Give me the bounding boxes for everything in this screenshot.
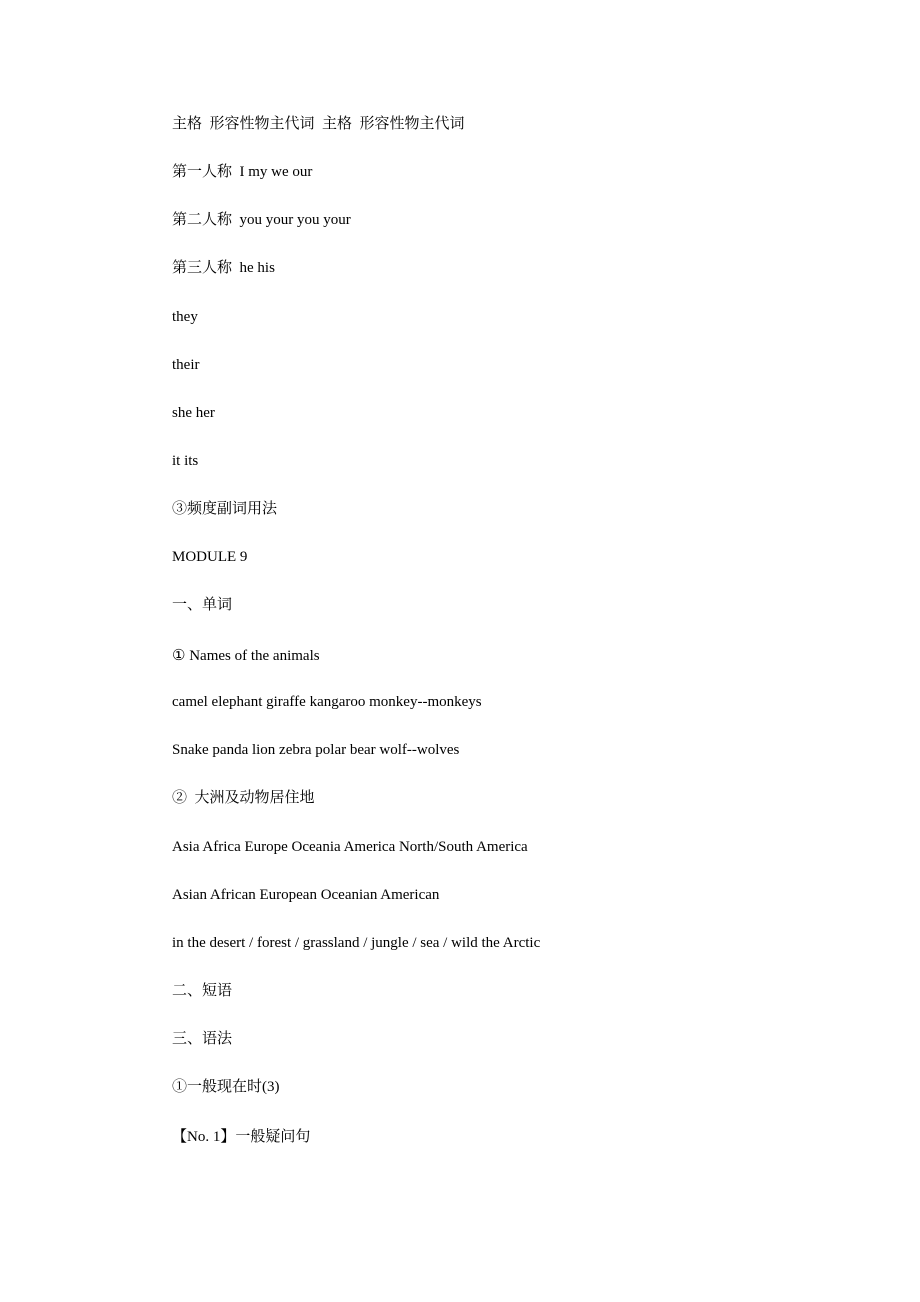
module-heading: MODULE 9 (172, 549, 248, 565)
first-person-row: 第一人称 I my we our (172, 164, 313, 180)
third-person-plural-subject: they (172, 309, 198, 325)
vocabulary-heading: 一、单词 (172, 597, 233, 613)
second-person-row: 第二人称 you your you your (172, 212, 351, 228)
animal-names-heading: ① Names of the animals (172, 648, 320, 664)
pronoun-table-header: 主格 形容性物主代词 主格 形容性物主代词 (172, 116, 465, 132)
continents-heading: ② 大洲及动物居住地 (172, 790, 315, 806)
third-person-she-row: she her (172, 405, 215, 421)
third-person-it-row: it its (172, 453, 199, 469)
animal-list-2: Snake panda lion zebra polar bear wolf--wolves (172, 742, 460, 758)
frequency-adverbs-heading: ③频度副词用法 (172, 501, 278, 517)
third-person-row: 第三人称 he his (172, 260, 275, 276)
third-person-plural-possessive: their (172, 357, 200, 373)
continents-list: Asia Africa Europe Oceania America North/South America (172, 839, 528, 855)
yes-no-question-heading: 【No. 1】一般疑问句 (172, 1129, 311, 1145)
grammar-heading: 三、语法 (172, 1031, 233, 1047)
continent-adjectives-list: Asian African European Oceanian American (172, 887, 440, 903)
present-simple-heading: ①一般现在时(3) (172, 1079, 280, 1095)
habitats-list: in the desert / forest / grassland / jungle / sea / wild the Arctic (172, 935, 541, 951)
phrases-heading: 二、短语 (172, 983, 233, 999)
animal-list-1: camel elephant giraffe kangaroo monkey--monkeys (172, 694, 482, 710)
